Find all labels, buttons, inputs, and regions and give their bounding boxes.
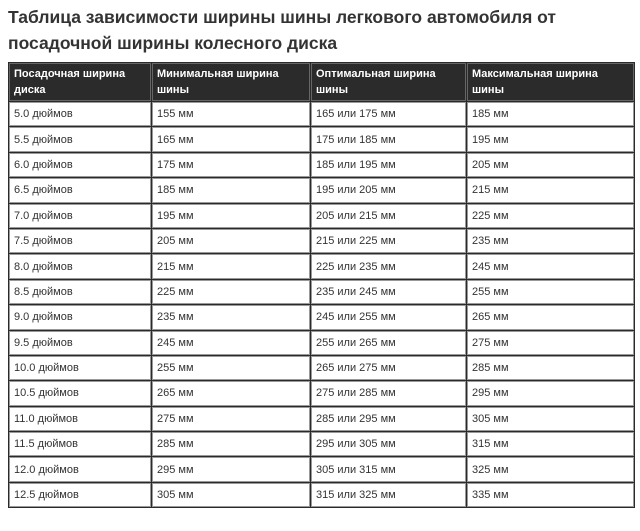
tire-width-table <box>8 62 635 508</box>
cell-min-tire-width: 175 мм <box>152 153 310 177</box>
cell-optimal-tire-width: 315 или 325 мм <box>311 483 466 507</box>
cell-optimal-tire-width: 235 или 245 мм <box>311 280 466 304</box>
cell-min-tire-width: 195 мм <box>152 204 310 228</box>
cell-rim-width: 12.5 дюймов <box>9 483 151 507</box>
cell-rim-width: 6.0 дюймов <box>9 153 151 177</box>
cell-max-tire-width: 255 мм <box>467 280 634 304</box>
table-row <box>9 153 634 177</box>
table-header-row <box>9 63 634 101</box>
cell-rim-width: 11.0 дюймов <box>9 407 151 431</box>
table-row <box>9 381 634 405</box>
cell-min-tire-width: 285 мм <box>152 432 310 456</box>
header-optimal-tire-width: Оптимальная ширина шины <box>311 63 466 101</box>
cell-rim-width: 7.0 дюймов <box>9 204 151 228</box>
cell-min-tire-width: 295 мм <box>152 457 310 481</box>
cell-min-tire-width: 305 мм <box>152 483 310 507</box>
cell-rim-width: 9.0 дюймов <box>9 305 151 329</box>
cell-optimal-tire-width: 175 или 185 мм <box>311 127 466 151</box>
table-row <box>9 356 634 380</box>
header-max-tire-width: Максимальная ширина шины <box>467 63 634 101</box>
cell-max-tire-width: 245 мм <box>467 254 634 278</box>
page-title-line-1: Таблица зависимости ширины шины легкового автомобиля от <box>8 7 556 27</box>
table-body <box>9 102 634 507</box>
table-row <box>9 407 634 431</box>
page-title <box>8 4 634 56</box>
cell-rim-width: 5.0 дюймов <box>9 102 151 126</box>
cell-min-tire-width: 165 мм <box>152 127 310 151</box>
cell-max-tire-width: 185 мм <box>467 102 634 126</box>
cell-rim-width: 5.5 дюймов <box>9 127 151 151</box>
header-rim-width: Посадочная ширина диска <box>9 63 151 101</box>
cell-max-tire-width: 315 мм <box>467 432 634 456</box>
cell-optimal-tire-width: 305 или 315 мм <box>311 457 466 481</box>
cell-optimal-tire-width: 255 или 265 мм <box>311 331 466 355</box>
cell-rim-width: 8.0 дюймов <box>9 254 151 278</box>
cell-rim-width: 12.0 дюймов <box>9 457 151 481</box>
cell-min-tire-width: 215 мм <box>152 254 310 278</box>
cell-max-tire-width: 225 мм <box>467 204 634 228</box>
cell-max-tire-width: 195 мм <box>467 127 634 151</box>
table-row <box>9 305 634 329</box>
cell-optimal-tire-width: 285 или 295 мм <box>311 407 466 431</box>
cell-optimal-tire-width: 225 или 235 мм <box>311 254 466 278</box>
cell-rim-width: 11.5 дюймов <box>9 432 151 456</box>
header-min-tire-width: Минимальная ширина шины <box>152 63 310 101</box>
cell-min-tire-width: 205 мм <box>152 229 310 253</box>
table-row <box>9 102 634 126</box>
cell-min-tire-width: 155 мм <box>152 102 310 126</box>
cell-optimal-tire-width: 195 или 205 мм <box>311 178 466 202</box>
cell-min-tire-width: 245 мм <box>152 331 310 355</box>
cell-max-tire-width: 295 мм <box>467 381 634 405</box>
cell-max-tire-width: 215 мм <box>467 178 634 202</box>
table-row <box>9 331 634 355</box>
table-row <box>9 432 634 456</box>
cell-max-tire-width: 235 мм <box>467 229 634 253</box>
cell-max-tire-width: 205 мм <box>467 153 634 177</box>
cell-max-tire-width: 265 мм <box>467 305 634 329</box>
cell-min-tire-width: 225 мм <box>152 280 310 304</box>
cell-optimal-tire-width: 265 или 275 мм <box>311 356 466 380</box>
cell-max-tire-width: 285 мм <box>467 356 634 380</box>
cell-rim-width: 9.5 дюймов <box>9 331 151 355</box>
table-row <box>9 483 634 507</box>
page-title-line-2: посадочной ширины колесного диска <box>8 33 338 53</box>
cell-optimal-tire-width: 215 или 225 мм <box>311 229 466 253</box>
cell-min-tire-width: 185 мм <box>152 178 310 202</box>
cell-rim-width: 10.5 дюймов <box>9 381 151 405</box>
cell-max-tire-width: 325 мм <box>467 457 634 481</box>
table-row <box>9 254 634 278</box>
cell-rim-width: 10.0 дюймов <box>9 356 151 380</box>
cell-optimal-tire-width: 165 или 175 мм <box>311 102 466 126</box>
table-row <box>9 204 634 228</box>
table-row <box>9 457 634 481</box>
cell-max-tire-width: 305 мм <box>467 407 634 431</box>
cell-max-tire-width: 335 мм <box>467 483 634 507</box>
cell-min-tire-width: 255 мм <box>152 356 310 380</box>
table-row <box>9 280 634 304</box>
cell-optimal-tire-width: 245 или 255 мм <box>311 305 466 329</box>
cell-rim-width: 8.5 дюймов <box>9 280 151 304</box>
cell-min-tire-width: 275 мм <box>152 407 310 431</box>
cell-rim-width: 7.5 дюймов <box>9 229 151 253</box>
cell-rim-width: 6.5 дюймов <box>9 178 151 202</box>
cell-optimal-tire-width: 275 или 285 мм <box>311 381 466 405</box>
table-row <box>9 127 634 151</box>
table-row <box>9 178 634 202</box>
cell-min-tire-width: 235 мм <box>152 305 310 329</box>
cell-max-tire-width: 275 мм <box>467 331 634 355</box>
cell-optimal-tire-width: 205 или 215 мм <box>311 204 466 228</box>
cell-min-tire-width: 265 мм <box>152 381 310 405</box>
cell-optimal-tire-width: 185 или 195 мм <box>311 153 466 177</box>
table-row <box>9 229 634 253</box>
cell-optimal-tire-width: 295 или 305 мм <box>311 432 466 456</box>
